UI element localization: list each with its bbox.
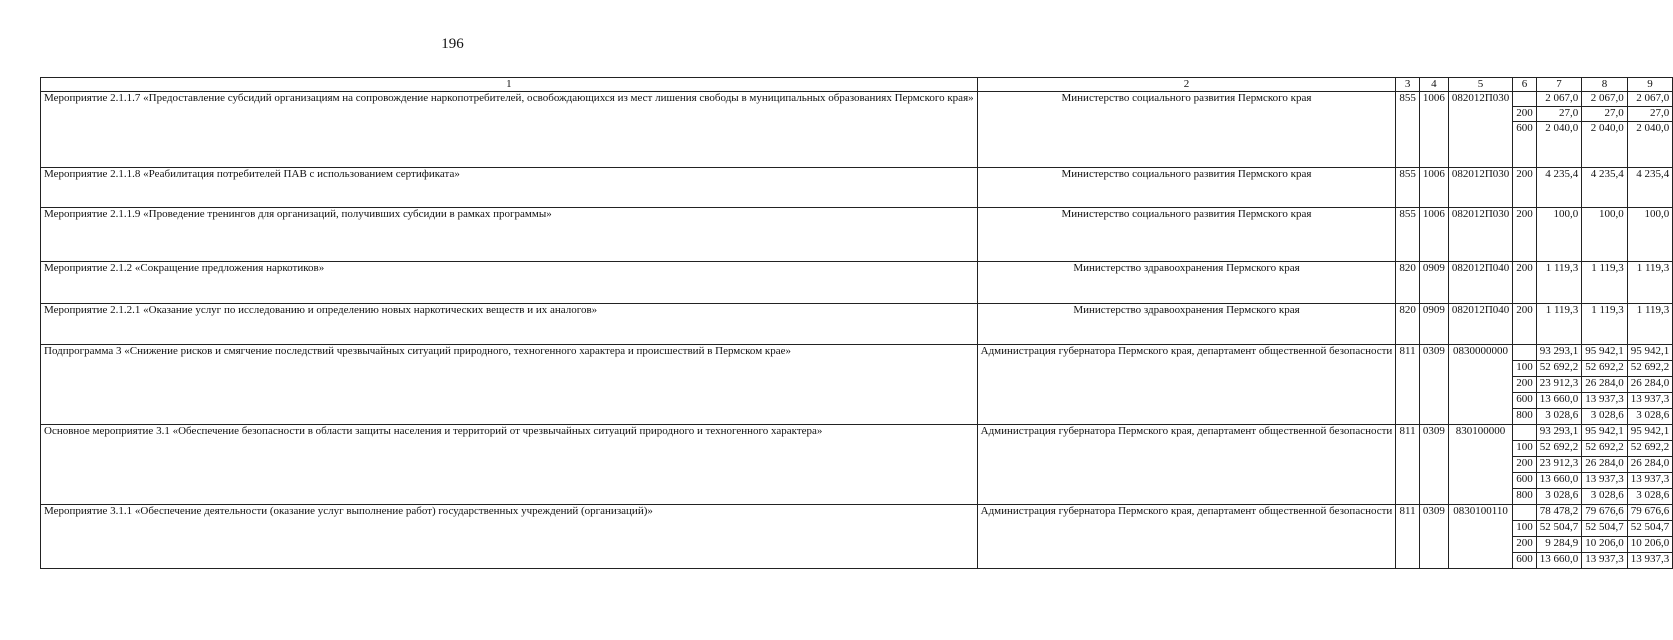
table-row bbox=[41, 208, 1673, 262]
amount-cell: 79 676,6 bbox=[1627, 505, 1673, 521]
organization: Администрация губернатора Пермского края, департамент общественной безопасности bbox=[977, 425, 1396, 505]
section-code: 0909 bbox=[1419, 262, 1448, 304]
expense-type: 200 bbox=[1513, 262, 1537, 304]
amount-cell: 1 119,3 bbox=[1627, 304, 1673, 345]
table-header-row bbox=[41, 78, 1673, 92]
expense-type: 600 bbox=[1513, 122, 1537, 168]
expense-type: 200 bbox=[1513, 168, 1537, 208]
expense-type: 800 bbox=[1513, 409, 1537, 425]
organization: Министерство социального развития Пермского края bbox=[977, 208, 1396, 262]
expense-type bbox=[1513, 425, 1537, 441]
section-code: 1006 bbox=[1419, 168, 1448, 208]
header-cell: 1 bbox=[41, 78, 978, 92]
amount-cell: 52 692,2 bbox=[1627, 441, 1673, 457]
organization: Министерство социального развития Пермского края bbox=[977, 92, 1396, 168]
amount-cell: 4 235,4 bbox=[1536, 168, 1582, 208]
amount-cell: 3 028,6 bbox=[1536, 489, 1582, 505]
amount-cell: 3 028,6 bbox=[1627, 489, 1673, 505]
expense-type: 600 bbox=[1513, 553, 1537, 569]
amount-cell: 2 067,0 bbox=[1627, 92, 1673, 107]
expense-type: 600 bbox=[1513, 473, 1537, 489]
amount-cell: 13 937,3 bbox=[1627, 393, 1673, 409]
header-cell: 6 bbox=[1513, 78, 1537, 92]
target-article: 082012П040 bbox=[1448, 262, 1512, 304]
table-row bbox=[41, 92, 1673, 107]
amount-cell: 26 284,0 bbox=[1582, 457, 1628, 473]
event-name: Мероприятие 2.1.1.9 «Проведение тренингов для организаций, получивших субсидии в рамках программы» bbox=[41, 208, 978, 262]
header-cell: 8 bbox=[1582, 78, 1628, 92]
ministry-code: 855 bbox=[1396, 208, 1420, 262]
amount-cell: 52 504,7 bbox=[1536, 521, 1582, 537]
page-number: 196 bbox=[441, 36, 464, 52]
amount-cell: 95 942,1 bbox=[1627, 425, 1673, 441]
amount-cell: 13 660,0 bbox=[1536, 393, 1582, 409]
amount-cell: 2 067,0 bbox=[1536, 92, 1582, 107]
amount-cell: 13 937,3 bbox=[1627, 553, 1673, 569]
ministry-code: 820 bbox=[1396, 304, 1420, 345]
section-code: 0309 bbox=[1419, 345, 1448, 425]
expense-type: 200 bbox=[1513, 107, 1537, 122]
ministry-code: 855 bbox=[1396, 92, 1420, 168]
amount-cell: 2 040,0 bbox=[1536, 122, 1582, 168]
amount-cell: 4 235,4 bbox=[1627, 168, 1673, 208]
expense-type: 200 bbox=[1513, 377, 1537, 393]
section-code: 0909 bbox=[1419, 304, 1448, 345]
amount-cell: 1 119,3 bbox=[1536, 262, 1582, 304]
table-row bbox=[41, 262, 1673, 304]
target-article: 0830000000 bbox=[1448, 345, 1512, 425]
amount-cell: 13 660,0 bbox=[1536, 553, 1582, 569]
amount-cell: 26 284,0 bbox=[1627, 377, 1673, 393]
organization: Министерство здравоохранения Пермского края bbox=[977, 262, 1396, 304]
ministry-code: 820 bbox=[1396, 262, 1420, 304]
expense-type bbox=[1513, 505, 1537, 521]
amount-cell: 13 660,0 bbox=[1536, 473, 1582, 489]
event-name: Подпрограмма 3 «Снижение рисков и смягчение последствий чрезвычайных ситуаций природного, техногенного характера и происшествий в Пермском крае» bbox=[41, 345, 978, 425]
event-name: Мероприятие 2.1.2.1 «Оказание услуг по исследованию и определению новых наркотических веществ и их аналогов» bbox=[41, 304, 978, 345]
expense-type: 800 bbox=[1513, 489, 1537, 505]
event-name: Мероприятие 3.1.1 «Обеспечение деятельности (оказание услуг выполнение работ) государственных учреждений (организаций)» bbox=[41, 505, 978, 569]
amount-cell: 93 293,1 bbox=[1536, 345, 1582, 361]
amount-cell: 52 692,2 bbox=[1627, 361, 1673, 377]
amount-cell: 95 942,1 bbox=[1582, 345, 1628, 361]
budget-table bbox=[40, 77, 1673, 569]
amount-cell: 52 692,2 bbox=[1582, 361, 1628, 377]
header-cell: 2 bbox=[977, 78, 1396, 92]
expense-type: 100 bbox=[1513, 521, 1537, 537]
amount-cell: 79 676,6 bbox=[1582, 505, 1628, 521]
amount-cell: 13 937,3 bbox=[1582, 473, 1628, 489]
target-article: 082012П030 bbox=[1448, 208, 1512, 262]
section-code: 1006 bbox=[1419, 208, 1448, 262]
amount-cell: 3 028,6 bbox=[1627, 409, 1673, 425]
amount-cell: 78 478,2 bbox=[1536, 505, 1582, 521]
ministry-code: 811 bbox=[1396, 345, 1420, 425]
header-cell: 4 bbox=[1419, 78, 1448, 92]
event-name: Мероприятие 2.1.2 «Сокращение предложения наркотиков» bbox=[41, 262, 978, 304]
header-cell: 3 bbox=[1396, 78, 1420, 92]
expense-type: 200 bbox=[1513, 208, 1537, 262]
section-code: 0309 bbox=[1419, 425, 1448, 505]
amount-cell: 2 067,0 bbox=[1582, 92, 1628, 107]
expense-type: 100 bbox=[1513, 441, 1537, 457]
expense-type bbox=[1513, 345, 1537, 361]
amount-cell: 23 912,3 bbox=[1536, 457, 1582, 473]
table-row bbox=[41, 345, 1673, 361]
amount-cell: 95 942,1 bbox=[1627, 345, 1673, 361]
section-code: 1006 bbox=[1419, 92, 1448, 168]
amount-cell: 52 692,2 bbox=[1536, 441, 1582, 457]
ministry-code: 855 bbox=[1396, 168, 1420, 208]
amount-cell: 3 028,6 bbox=[1582, 409, 1628, 425]
organization: Администрация губернатора Пермского края, департамент общественной безопасности bbox=[977, 505, 1396, 569]
amount-cell: 27,0 bbox=[1536, 107, 1582, 122]
amount-cell: 100,0 bbox=[1536, 208, 1582, 262]
amount-cell: 27,0 bbox=[1582, 107, 1628, 122]
table-row bbox=[41, 168, 1673, 208]
header-cell: 9 bbox=[1627, 78, 1673, 92]
amount-cell: 100,0 bbox=[1582, 208, 1628, 262]
amount-cell: 1 119,3 bbox=[1536, 304, 1582, 345]
target-article: 082012П030 bbox=[1448, 92, 1512, 168]
expense-type: 100 bbox=[1513, 361, 1537, 377]
amount-cell: 52 692,2 bbox=[1536, 361, 1582, 377]
table-row bbox=[41, 505, 1673, 521]
expense-type: 600 bbox=[1513, 393, 1537, 409]
amount-cell: 26 284,0 bbox=[1627, 457, 1673, 473]
amount-cell: 13 937,3 bbox=[1582, 553, 1628, 569]
ministry-code: 811 bbox=[1396, 505, 1420, 569]
header-cell: 5 bbox=[1448, 78, 1512, 92]
organization: Администрация губернатора Пермского края, департамент общественной безопасности bbox=[977, 345, 1396, 425]
event-name: Основное мероприятие 3.1 «Обеспечение безопасности в области защиты населения и территорий от чрезвычайных ситуаций природного и техногенного характера» bbox=[41, 425, 978, 505]
organization: Министерство здравоохранения Пермского края bbox=[977, 304, 1396, 345]
amount-cell: 9 284,9 bbox=[1536, 537, 1582, 553]
expense-type bbox=[1513, 92, 1537, 107]
amount-cell: 13 937,3 bbox=[1582, 393, 1628, 409]
amount-cell: 10 206,0 bbox=[1627, 537, 1673, 553]
expense-type: 200 bbox=[1513, 304, 1537, 345]
amount-cell: 27,0 bbox=[1627, 107, 1673, 122]
amount-cell: 3 028,6 bbox=[1536, 409, 1582, 425]
expense-type: 200 bbox=[1513, 537, 1537, 553]
target-article: 082012П030 bbox=[1448, 168, 1512, 208]
header-cell: 7 bbox=[1536, 78, 1582, 92]
amount-cell: 52 504,7 bbox=[1627, 521, 1673, 537]
amount-cell: 10 206,0 bbox=[1582, 537, 1628, 553]
amount-cell: 4 235,4 bbox=[1582, 168, 1628, 208]
amount-cell: 2 040,0 bbox=[1627, 122, 1673, 168]
ministry-code: 811 bbox=[1396, 425, 1420, 505]
expense-type: 200 bbox=[1513, 457, 1537, 473]
amount-cell: 93 293,1 bbox=[1536, 425, 1582, 441]
table-row bbox=[41, 304, 1673, 345]
amount-cell: 52 504,7 bbox=[1582, 521, 1628, 537]
amount-cell: 1 119,3 bbox=[1627, 262, 1673, 304]
amount-cell: 95 942,1 bbox=[1582, 425, 1628, 441]
amount-cell: 2 040,0 bbox=[1582, 122, 1628, 168]
amount-cell: 52 692,2 bbox=[1582, 441, 1628, 457]
amount-cell: 3 028,6 bbox=[1582, 489, 1628, 505]
section-code: 0309 bbox=[1419, 505, 1448, 569]
target-article: 830100000 bbox=[1448, 425, 1512, 505]
target-article: 0830100110 bbox=[1448, 505, 1512, 569]
amount-cell: 1 119,3 bbox=[1582, 262, 1628, 304]
amount-cell: 13 937,3 bbox=[1627, 473, 1673, 489]
amount-cell: 23 912,3 bbox=[1536, 377, 1582, 393]
amount-cell: 100,0 bbox=[1627, 208, 1673, 262]
table-row bbox=[41, 425, 1673, 441]
amount-cell: 26 284,0 bbox=[1582, 377, 1628, 393]
event-name: Мероприятие 2.1.1.8 «Реабилитация потребителей ПАВ с использованием сертификата» bbox=[41, 168, 978, 208]
event-name: Мероприятие 2.1.1.7 «Предоставление субсидий организациям на сопровождение наркопотребителей, освобождающихся из мест лишения свободы в муниципальных образованиях Пермского края» bbox=[41, 92, 978, 168]
amount-cell: 1 119,3 bbox=[1582, 304, 1628, 345]
target-article: 082012П040 bbox=[1448, 304, 1512, 345]
organization: Министерство социального развития Пермского края bbox=[977, 168, 1396, 208]
